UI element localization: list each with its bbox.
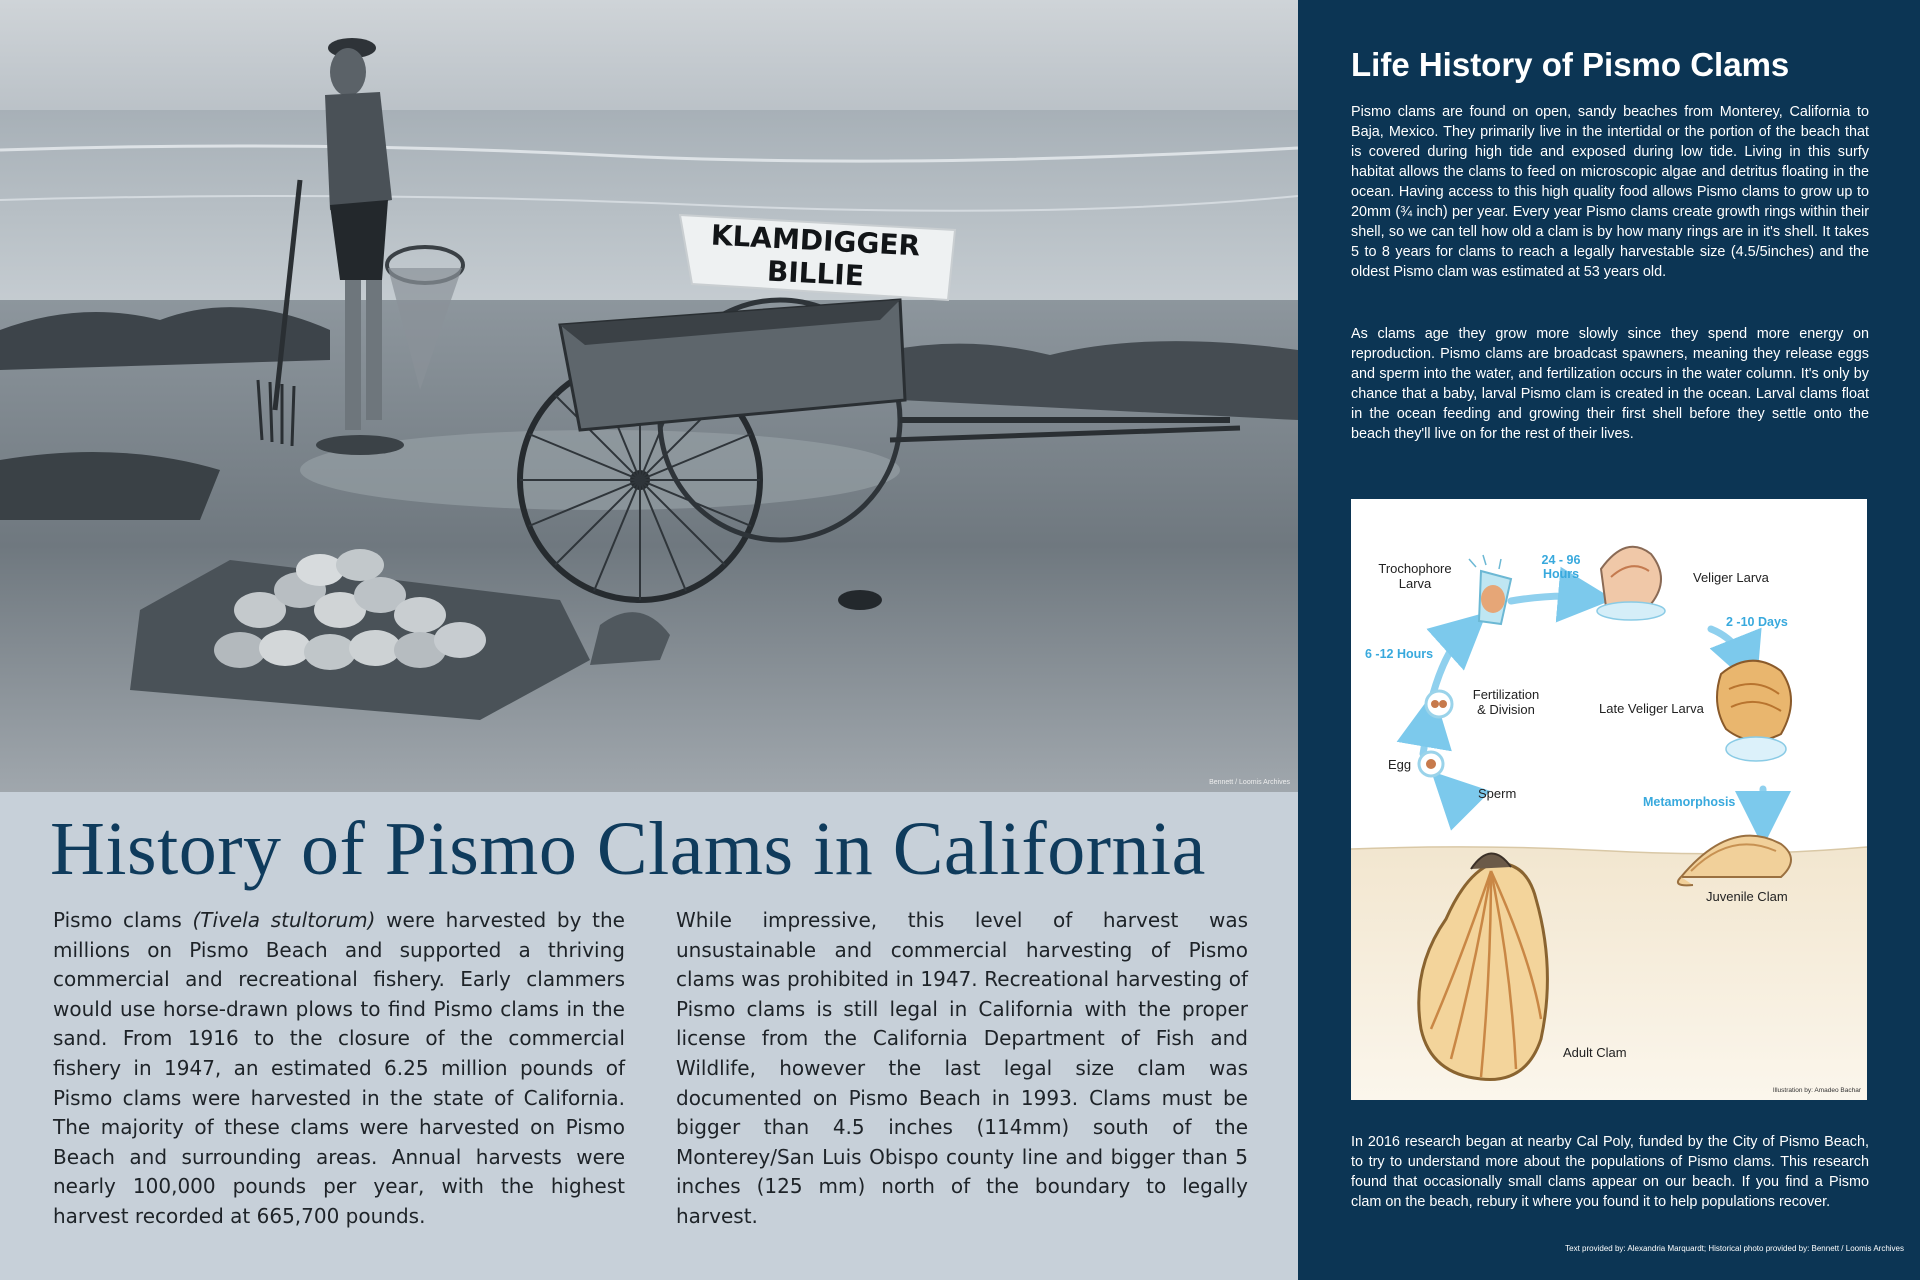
text-credit: Text provided by: Alexandria Marquardt; Historical photo provided by: Bennett / Loomis Archives xyxy=(1565,1244,1904,1253)
label-fertilization-division xyxy=(1461,687,1551,717)
stage-duration-6-12-hours: 6 -12 Hours xyxy=(1365,647,1434,661)
life-history-paragraph-1: Pismo clams are found on open, sandy beaches from Monterey, California to Baja, Mexico. They primarily live in the intertidal or the portion of the beach that is covered during high tide and exposed during low tide. Living in this surfy habitat allows the clams to feed on microscopic algae and detritus floating in the ocean. Having access to this high quality food allows Pismo clams to grow up to 20mm (¾ inch) per year. Every year Pismo clams create growth rings within their shell, so we can tell how old a clam is by how many rings are in it's shell. It takes 5 to 8 years for clams to reach a legally harvestable size (4.5/5inches) and the oldest Pismo clam was estimated at 53 years old. xyxy=(1351,104,1869,280)
label-veliger-larva: Veliger Larva xyxy=(1693,570,1769,585)
arrow-trochophore-to-veliger xyxy=(1511,596,1586,601)
life-history-paragraph-2: As clams age they grow more slowly since they spend more energy on reproduction. Pismo clams are broadcast spawners, meaning they release eggs and sperm into the water, and fertilization occurs in the water column. It's only by chance that a baby, larval Pismo clam is created in the ocean. Larval clams float in the ocean feeding and growing their first shell before they settle onto the beach they'll live on for the rest of their lives. xyxy=(1351,326,1869,442)
label-fertilization-line-1: Fertilization xyxy=(1472,687,1540,702)
life-history-paragraph-3: In 2016 research began at nearby Cal Poly, funded by the City of Pismo Beach, to try to understand more about the populations of Pismo clams. This research found that occasionally small clams appear on our beach. If you find a Pismo clam on the beach, rebury it where you found it to help populations recover. xyxy=(1351,1134,1869,1210)
late-veliger-larva xyxy=(1717,661,1791,761)
life-history-title: Life History of Pismo Clams xyxy=(1351,46,1790,83)
label-juvenile-clam: Juvenile Clam xyxy=(1706,889,1788,904)
historical-photo xyxy=(0,0,1298,792)
label-trochophore-larva xyxy=(1375,561,1455,591)
history-paragraph-1 xyxy=(53,906,625,1232)
illustration-credit: Illustration by: Amadeo Bachar xyxy=(1772,1087,1861,1094)
label-trochophore-line-1: Trochophore xyxy=(1378,561,1452,576)
label-late-veliger-larva: Late Veliger Larva xyxy=(1599,701,1704,716)
sign-line-2: BILLIE xyxy=(766,254,865,293)
label-egg: Egg xyxy=(1388,757,1412,772)
veliger-larva xyxy=(1597,547,1665,620)
arrow-sperm-to-egg xyxy=(1451,791,1461,801)
label-fertilization-line-2: & Division xyxy=(1477,702,1535,717)
stage-24-96-line-2: Hours xyxy=(1542,567,1580,581)
egg-cell xyxy=(1419,752,1443,776)
rocks xyxy=(0,452,220,520)
stage-duration-24-96-hours xyxy=(1531,553,1591,581)
label-trochophore-line-2: Larva xyxy=(1398,576,1432,591)
life-cycle-diagram xyxy=(1351,499,1867,1100)
stage-duration-2-10-days: 2 -10 Days xyxy=(1726,615,1788,629)
label-sperm: Sperm xyxy=(1478,786,1517,801)
beach-clamming-photo-illustration xyxy=(0,0,1298,792)
history-text-intro: Pismo clams xyxy=(53,908,193,932)
trochophore-larva xyxy=(1469,555,1511,624)
arrow-fertilization-to-trochophore xyxy=(1433,631,1466,694)
label-adult-clam: Adult Clam xyxy=(1563,1045,1627,1060)
history-text-rest: were harvested by the millions on Pismo Beach and supported a thriving commercial and recreational fishery. Early clammers would use horse-drawn plows to find Pismo clams in the sand. From 1916 to the closure of the commercial fishery in 1947, an estimated 6.25 million pounds of Pismo clams were harvested in the state of California. The majority of these clams were harvested on Pismo Beach and surrounding areas. Annual harvests were nearly 100,000 pounds per year, with the highest harvest recorded at 665,700 pounds. xyxy=(53,908,625,1228)
arrow-egg-to-fertilization xyxy=(1423,719,1429,754)
photo-credit: Bennett / Loomis Archives xyxy=(1209,779,1290,786)
page-title: History of Pismo Clams in California xyxy=(50,807,1206,891)
species-name: (Tivela stultorum) xyxy=(192,908,376,932)
arrow-veliger-to-late-veliger xyxy=(1711,629,1746,664)
sign-line-1: KLAMDIGGER xyxy=(710,218,921,263)
fertilization-cell xyxy=(1426,691,1452,717)
ocean xyxy=(0,110,1298,310)
stage-metamorphosis: Metamorphosis xyxy=(1643,795,1736,809)
life-history-section xyxy=(1298,0,1920,1280)
sky xyxy=(0,0,1298,120)
stage-24-96-line-1: 24 - 96 xyxy=(1541,553,1581,567)
history-paragraph-2: While impressive, this level of harvest was unsustainable and commercial harvesting of Pismo clams was prohibited in 1947. Recreational harvesting of Pismo clams is still legal in California with the proper license from the California Department of Fish and Wildlife, however the last legal size clam was documented on Pismo Beach in 1993. Clams must be bigger than 4.5 inches (114mm) south of the Monterey/San Luis Obispo county line and bigger than 5 inches (125 mm) north of the boundary to legally harvest. xyxy=(676,908,1248,1228)
